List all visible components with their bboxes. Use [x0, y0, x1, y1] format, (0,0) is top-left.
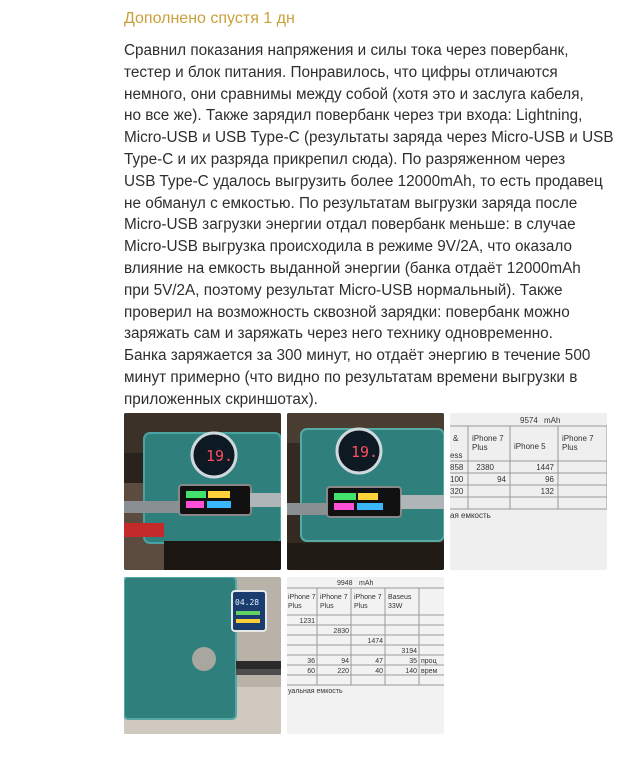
sheet-cell: 60	[307, 668, 315, 675]
review-line: Micro-USB загрузки энергии отдал повербанк меньше: в случае	[124, 216, 576, 234]
sheet-cell: 96	[545, 475, 554, 484]
sheet-cell: 1447	[536, 463, 554, 472]
sheet-cell: 40	[375, 668, 383, 675]
powerbank-photo-graphic	[124, 577, 281, 734]
review-line: проверил на возможность сквозной зарядки: повербанк можно	[124, 303, 570, 321]
review-photo-powerbank[interactable]	[124, 577, 281, 734]
review-line: Micro-USB и USB Type-C (результаты заряда через Micro-USB и USB	[124, 129, 614, 147]
review-line: Micro-USB выгрузка происходила в режиме 9V/2A, что оказало	[124, 238, 572, 256]
sheet-header-cell: iPhone 7 Plus	[562, 434, 594, 452]
review-line: но все же). Также зарядил повербанк через три входа: Lightning,	[124, 107, 583, 125]
sheet-row-suffix: врем	[421, 668, 438, 675]
review-line: Банка заряжается за 300 минут, но отдаёт энергию в течение 500	[124, 347, 591, 365]
sheet-row-label: 858	[450, 463, 464, 472]
sheet-total-unit: mAh	[544, 416, 561, 425]
tester-display-value: 19.	[351, 443, 379, 461]
spreadsheet-photo-graphic	[287, 577, 444, 734]
review-line: минут примерно (что видно по результатам времени выгрузки в	[124, 368, 578, 386]
sheet-cell: 3194	[401, 648, 417, 655]
sheet-cell: 2830	[333, 628, 349, 635]
review-photo-tester-1[interactable]	[124, 413, 281, 570]
review-line: Сравнил показания напряжения и силы тока через повербанк,	[124, 42, 569, 59]
sheet-cell: 35	[409, 658, 417, 665]
tester-display-value: 19.	[206, 447, 234, 465]
sheet-row-suffix: проц	[421, 658, 437, 665]
review-photo-sheet-2[interactable]	[287, 577, 444, 734]
review-photo-sheet-1[interactable]	[450, 413, 607, 570]
sheet-footer: уальная емкость	[288, 688, 343, 695]
tester-reading: 04.28	[235, 598, 260, 607]
review-line: тестер и блок питания. Понравилось, что цифры отличаются	[124, 63, 558, 81]
review-line: заряжать сам и заряжать через него технику одновременно.	[124, 325, 553, 343]
sheet-total-value: 9574	[520, 416, 538, 425]
review-line: USB Type-C удалось выгрузить более 12000mAh, то есть продавец	[124, 172, 603, 190]
review-line: немного, они сравнимы между собой (хотя это и заслуга кабеля,	[124, 85, 584, 103]
sheet-total-value: 9948	[337, 580, 353, 587]
sheet-cell: 140	[405, 668, 417, 675]
supplement-heading: Дополнено спустя 1 дн	[124, 10, 295, 27]
review-text	[124, 40, 624, 411]
sheet-cell: 94	[497, 475, 506, 484]
tester-photo-graphic	[124, 413, 281, 570]
review-line: влияние на емкость выданной энергии (банка отдаёт 12000mAh	[124, 259, 581, 277]
sheet-row-label: 320	[450, 487, 464, 496]
sheet-header-cell: &	[453, 434, 459, 443]
sheet-footer: ая емкость	[450, 511, 491, 520]
sheet-header-cell: Baseus 33W	[388, 594, 412, 610]
sheet-total-unit: mAh	[359, 580, 374, 587]
sheet-header-cell: iPhone 7 Plus	[288, 594, 316, 610]
review-line: не обманул с емкостью. По результатам выгрузки заряда после	[124, 194, 578, 212]
review-line: приложенных скриншотах).	[124, 390, 318, 408]
sheet-header-cell: iPhone 7 Plus	[320, 594, 348, 610]
sheet-cell: 94	[341, 658, 349, 665]
spreadsheet-photo-graphic	[450, 413, 607, 570]
sheet-header-cell: iPhone 7 Plus	[472, 434, 504, 452]
sheet-cell: 1474	[367, 638, 383, 645]
sheet-cell: 2380	[476, 463, 494, 472]
sheet-header-cell: iPhone 7 Plus	[354, 594, 382, 610]
sheet-header-cell: iPhone 5	[514, 442, 546, 451]
tester-photo-graphic	[287, 413, 444, 570]
sheet-cell: 132	[540, 487, 554, 496]
sheet-cell: 36	[307, 658, 315, 665]
review-photo-tester-2[interactable]	[287, 413, 444, 570]
sheet-cell: 1231	[299, 618, 315, 625]
sheet-row-label: 100	[450, 475, 464, 484]
review-line: Type-C и их разряда прикрепил сюда). По разряженном через	[124, 150, 566, 168]
sheet-cell: 47	[375, 658, 383, 665]
sheet-cell: 220	[337, 668, 349, 675]
review-line: при 5V/2A, поэтому результат Micro-USB нормальный). Также	[124, 281, 563, 299]
sheet-row-label: ess	[450, 451, 463, 460]
